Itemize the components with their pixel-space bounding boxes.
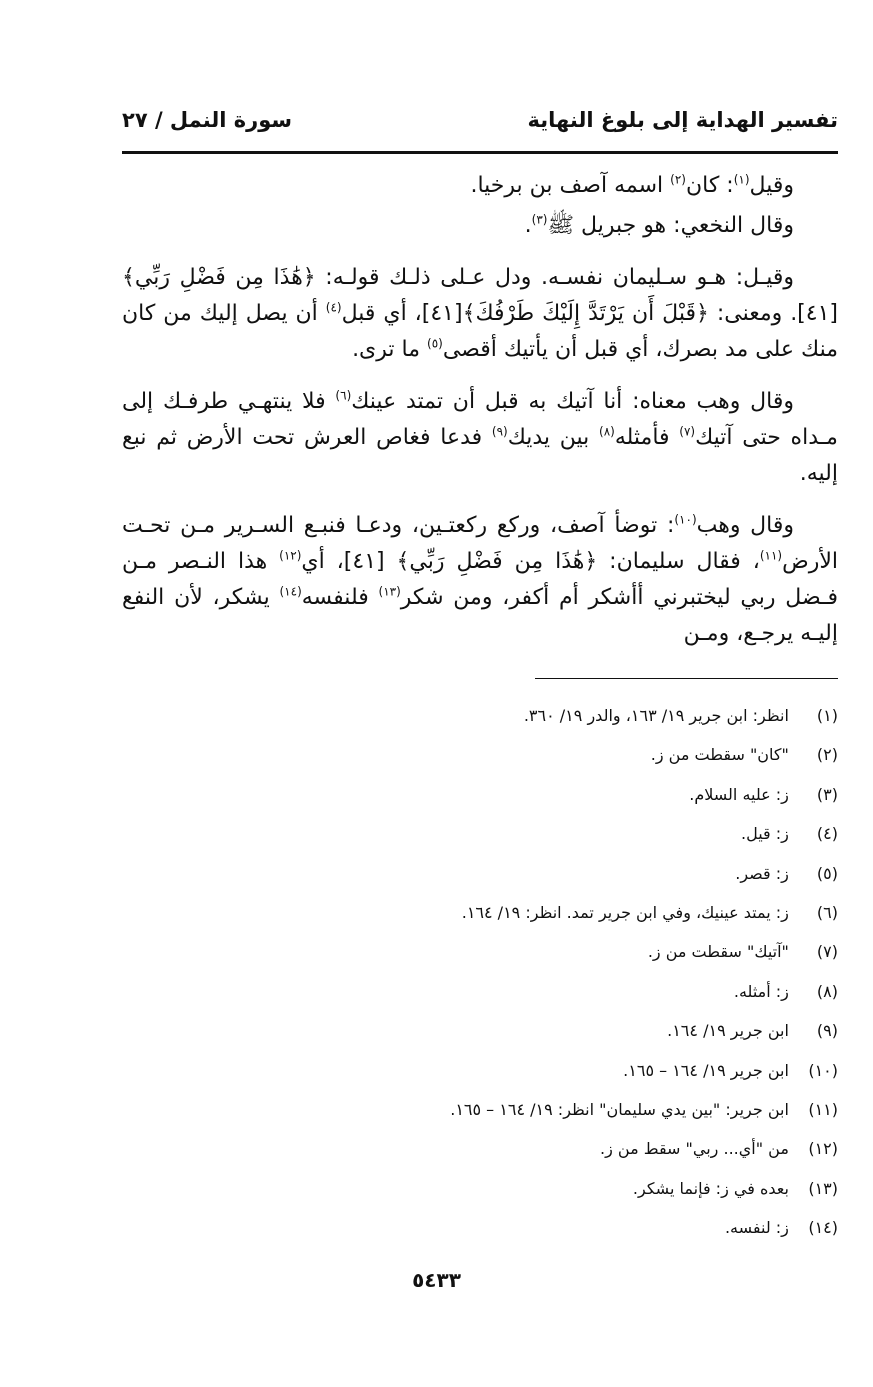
footnote-text: ز: قيل. bbox=[741, 824, 789, 844]
footnote-ref: (٩) bbox=[491, 424, 508, 439]
text-run: وقال وهب معناه: أنا آتيك به قبل أن تمتد عينك bbox=[351, 389, 794, 414]
footnote bbox=[300, 976, 838, 1015]
page-number: ٥٤٣٣ bbox=[412, 1268, 461, 1292]
footnote-ref: (١٣) bbox=[378, 584, 401, 599]
text-run: هذا النـصر مـن فـضل ربي ليختبرني أأشكر أم أكفر، ومن شكر bbox=[122, 549, 838, 610]
footnote-text: ز: أمثله. bbox=[733, 981, 789, 1001]
footnote-text: ابن جرير ١٩/ ١٦٤. bbox=[667, 1021, 789, 1041]
footnotes bbox=[300, 700, 838, 1251]
text-run: ما ترى. bbox=[352, 337, 428, 362]
paragraph-3 bbox=[122, 260, 838, 368]
footnote-ref: (٧) bbox=[679, 424, 696, 439]
footnote-text: "كان" سقطت من ز. bbox=[650, 745, 789, 765]
text-run: وقال النخعي: هو جبريل ﷺ bbox=[547, 213, 794, 238]
footnote bbox=[300, 897, 838, 936]
footnote bbox=[300, 1133, 838, 1172]
footnote-text: ز: لنفسه. bbox=[724, 1218, 789, 1238]
footnote bbox=[300, 1173, 838, 1212]
paragraph-2 bbox=[122, 208, 838, 244]
text-run: وقيل bbox=[749, 173, 794, 198]
header-divider bbox=[122, 151, 838, 154]
text-run: : كان bbox=[685, 173, 734, 198]
footnote-number: (١٣) bbox=[808, 1178, 838, 1198]
footnote-ref: (٦) bbox=[335, 388, 352, 403]
text-run: فأمثله bbox=[614, 425, 680, 450]
footnote-text: انظر: ابن جرير ١٩/ ١٦٣، والدر ١٩/ ٣٦٠. bbox=[523, 706, 789, 725]
text-run: يشكر، لأن النفع إليـه يرجـع، ومـن bbox=[122, 585, 838, 646]
paragraph-1 bbox=[122, 168, 838, 204]
footnote-ref: (١٤) bbox=[279, 584, 302, 599]
book-title: تفسير الهداية إلى بلوغ النهاية bbox=[527, 108, 838, 132]
footnote bbox=[300, 936, 838, 975]
footnote-number: (٣) bbox=[816, 784, 838, 804]
footnote-text: ز: يمتد عينيك، وفي ابن جرير تمد. انظر: ١٩/ ١٦٤. bbox=[461, 902, 789, 922]
footnote-number: (١١) bbox=[808, 1099, 838, 1119]
footnote-ref: (١٢) bbox=[279, 548, 302, 563]
footnote-ref: (٢) bbox=[670, 172, 686, 187]
text-run: فدعا فغاص العرش تحت الأرض ثم نبع إليه. bbox=[122, 425, 838, 486]
footnote-divider bbox=[535, 678, 838, 679]
main-text bbox=[122, 168, 838, 668]
footnote bbox=[300, 858, 838, 897]
text-run: ، فقال سليمان: ﴿هَٰذَا مِن فَضْلِ رَبِّي﴾ [٤١]، أي bbox=[301, 549, 760, 574]
footnote-ref: (٨) bbox=[599, 424, 615, 439]
footnote bbox=[300, 1212, 838, 1251]
footnote bbox=[300, 739, 838, 778]
footnote-ref: (١) bbox=[733, 172, 750, 187]
footnote-ref: (١١) bbox=[759, 548, 783, 563]
footnote-number: (٦) bbox=[816, 902, 838, 922]
footnote-ref: (٤) bbox=[325, 300, 342, 315]
footnote-number: (١٠) bbox=[808, 1060, 838, 1080]
text-run: وقال وهب bbox=[696, 513, 794, 538]
footnote-number: (٢) bbox=[816, 745, 838, 765]
footnote-text: "آتيك" سقطت من ز. bbox=[647, 942, 789, 962]
footnote-ref: (١٠) bbox=[674, 512, 697, 527]
surah-page-label: سورة النمل / ٢٧ bbox=[122, 108, 293, 132]
footnote bbox=[300, 779, 838, 818]
text-run: : توضأ آصف، وركع ركعتـين، ودعـا فنبـع السـرير مـن تحـت الأرض bbox=[122, 513, 838, 574]
footnote-text: ابن جرير: "بين يدي سليمان" انظر: ١٩/ ١٦٤ – ١٦٥. bbox=[450, 1099, 789, 1119]
text-run: اسمه آصف بن برخيا. bbox=[470, 173, 671, 198]
footnote-ref: (٥) bbox=[427, 336, 443, 351]
footnote bbox=[300, 700, 838, 739]
footnote-ref: (٣) bbox=[531, 212, 548, 227]
footnote bbox=[300, 1094, 838, 1133]
text-run: فلنفسه bbox=[301, 585, 379, 610]
text-run: فلا ينتهـي طرفـك إلى مـداه حتى آتيك bbox=[122, 389, 838, 450]
footnote-text: ابن جرير ١٩/ ١٦٤ – ١٦٥. bbox=[623, 1060, 789, 1080]
footnote-number: (١٤) bbox=[808, 1218, 838, 1238]
footnote-text: ز: عليه السلام. bbox=[689, 784, 789, 804]
running-header bbox=[122, 108, 838, 148]
footnote-number: (١) bbox=[816, 706, 838, 725]
footnote bbox=[300, 1015, 838, 1054]
footnote-number: (٨) bbox=[816, 981, 838, 1001]
footnote-text: من "أي... ربي" سقط من ز. bbox=[600, 1139, 789, 1159]
footnote-number: (١٢) bbox=[808, 1139, 838, 1159]
text-run: وقيـل: هـو سـليمان نفسـه. ودل عـلى ذلـك قولـه: ﴿هَٰذَا مِن فَضْلِ رَبِّي﴾[٤١]. ومعنى: ﴿قَبْلَ أَن يَرْتَدَّ إِلَيْكَ طَرْفُكَ﴾[٤١]، أي قبل bbox=[122, 265, 839, 326]
footnote-text: ز: قصر. bbox=[735, 863, 789, 883]
footnote-number: (٧) bbox=[816, 942, 838, 962]
footnote-number: (٥) bbox=[816, 863, 838, 883]
paragraph-4 bbox=[122, 384, 838, 492]
text-run: بين يديك bbox=[507, 425, 599, 450]
footnote bbox=[300, 1055, 838, 1094]
text-run: أن يصل إليك من كان منك على مد بصرك، أي قبل أن يأتيك أقصى bbox=[122, 301, 838, 362]
footnote-number: (٩) bbox=[816, 1021, 838, 1041]
footnote-number: (٤) bbox=[816, 824, 838, 844]
footnote bbox=[300, 818, 838, 857]
footnote-text: بعده في ز: فإنما يشكر. bbox=[632, 1178, 789, 1198]
paragraph-5 bbox=[122, 508, 838, 652]
text-run: . bbox=[524, 213, 532, 238]
